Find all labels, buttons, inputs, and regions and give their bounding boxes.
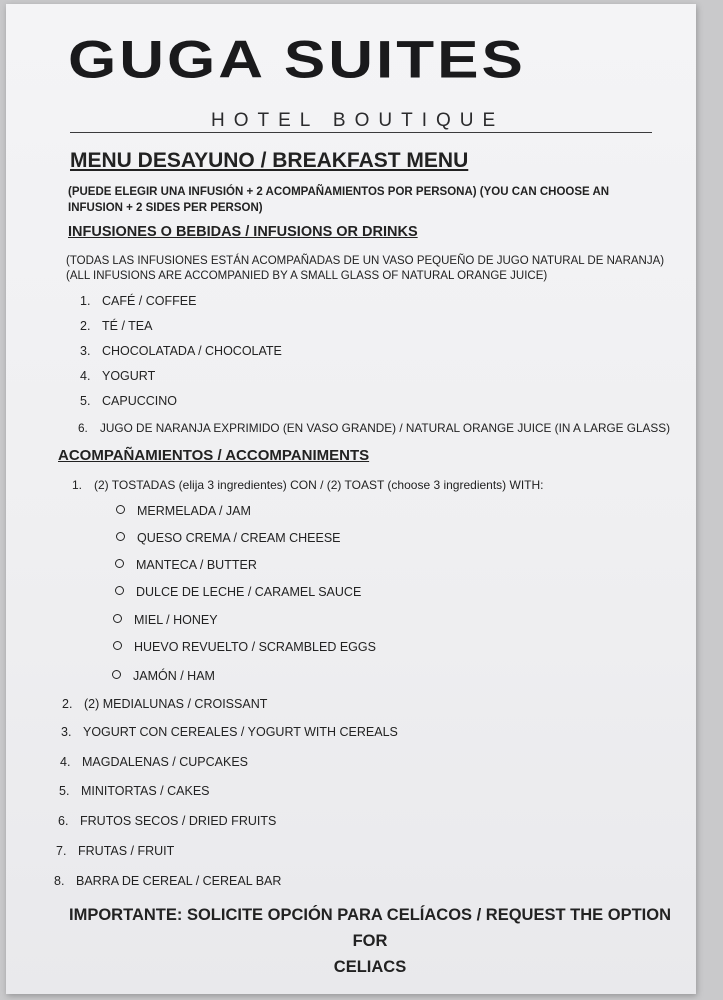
topping-item: JAMÓN / HAM bbox=[112, 669, 215, 683]
menu-note: (PUEDE ELEGIR UNA INFUSIÓN + 2 ACOMPAÑAMIENTOS POR PERSONA) (YOU CAN CHOOSE AN INFUSION + 2 SIDES PER PERSON) bbox=[68, 186, 610, 214]
list-item: 5. MINITORTAS / CAKES bbox=[59, 784, 210, 798]
infusions-intro bbox=[66, 254, 666, 284]
infusions-intro-en: (ALL INFUSIONS ARE ACCOMPANIED BY A SMALL GLASS OF NATURAL ORANGE JUICE) bbox=[66, 270, 548, 282]
topping-item: DULCE DE LECHE / CARAMEL SAUCE bbox=[115, 585, 361, 599]
list-item: 7. FRUTAS / FRUIT bbox=[56, 844, 175, 858]
menu-title: MENU DESAYUNO / BREAKFAST MENU bbox=[70, 149, 469, 172]
topping-item: MIEL / HONEY bbox=[113, 613, 218, 627]
bullet-icon bbox=[113, 641, 122, 650]
bullet-icon bbox=[116, 505, 125, 514]
celiac-notice-line2: CELIACS bbox=[333, 958, 407, 976]
bullet-icon bbox=[115, 559, 124, 568]
bullet-icon bbox=[113, 614, 122, 623]
topping-item: QUESO CREMA / CREAM CHEESE bbox=[116, 531, 341, 545]
accompaniments-heading: ACOMPAÑAMIENTOS / ACCOMPANIMENTS bbox=[58, 447, 370, 464]
infusions-intro-es: (TODAS LAS INFUSIONES ESTÁN ACOMPAÑADAS DE UN VASO PEQUEÑO DE JUGO NATURAL DE NARANJA) bbox=[66, 255, 665, 267]
list-item: 3. CHOCOLATADA / CHOCOLATE bbox=[80, 344, 282, 358]
list-item: 4. YOGURT bbox=[80, 369, 156, 383]
bullet-icon bbox=[112, 670, 121, 679]
list-item: 6. JUGO DE NARANJA EXPRIMIDO (EN VASO GRANDE) / NATURAL ORANGE JUICE (IN A LARGE GLASS) bbox=[78, 421, 671, 435]
bullet-icon bbox=[115, 586, 124, 595]
infusions-heading: INFUSIONES O BEBIDAS / INFUSIONS OR DRINKS bbox=[68, 224, 418, 240]
menu-sheet bbox=[6, 4, 696, 994]
header-divider bbox=[70, 132, 652, 133]
brand-logo-text: GUGA SUITES bbox=[68, 30, 526, 90]
list-item: 2. TÉ / TEA bbox=[80, 319, 153, 333]
brand-subtitle: HOTEL BOUTIQUE bbox=[211, 110, 505, 131]
list-item-toast: 1. (2) TOSTADAS (elija 3 ingredientes) CON / (2) TOAST (choose 3 ingredients) WITH: bbox=[72, 478, 544, 492]
topping-item: MANTECA / BUTTER bbox=[115, 558, 257, 572]
bullet-icon bbox=[116, 532, 125, 541]
list-item: 6. FRUTOS SECOS / DRIED FRUITS bbox=[58, 814, 277, 828]
celiac-notice bbox=[50, 902, 690, 980]
list-item: 8. BARRA DE CEREAL / CEREAL BAR bbox=[54, 874, 282, 888]
list-item: 3. YOGURT CON CEREALES / YOGURT WITH CEREALS bbox=[61, 725, 398, 739]
list-item: 1. CAFÉ / COFFEE bbox=[80, 294, 197, 308]
list-item: 2. (2) MEDIALUNAS / CROISSANT bbox=[62, 697, 268, 711]
celiac-notice-line1: IMPORTANTE: SOLICITE OPCIÓN PARA CELÍACOS / REQUEST THE OPTION FOR bbox=[69, 906, 671, 950]
topping-item: HUEVO REVUELTO / SCRAMBLED EGGS bbox=[113, 640, 376, 654]
list-item: 4. MAGDALENAS / CUPCAKES bbox=[60, 755, 249, 769]
list-item: 5. CAPUCCINO bbox=[80, 394, 178, 408]
topping-item: MERMELADA / JAM bbox=[116, 504, 251, 518]
